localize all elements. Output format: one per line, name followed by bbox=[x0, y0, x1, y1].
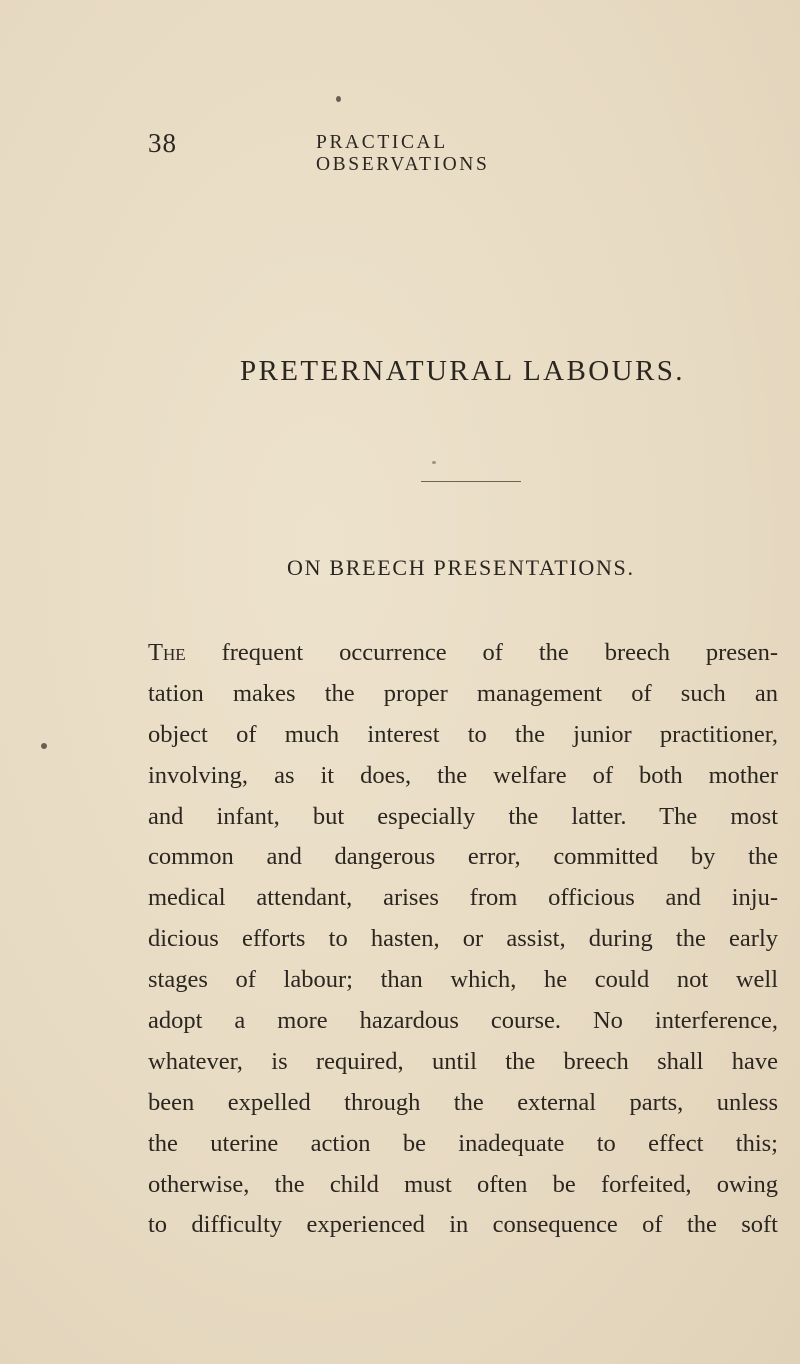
text-line: medical attendant, arises from officious and inju- bbox=[148, 884, 778, 912]
text-line: the uterine action be inadequate to effect this; bbox=[148, 1129, 778, 1157]
paper-speck bbox=[432, 461, 436, 464]
chapter-title: PRETERNATURAL LABOURS. bbox=[240, 355, 685, 387]
title-rule bbox=[421, 481, 521, 482]
text-line: dicious efforts to hasten, or assist, during the early bbox=[148, 925, 778, 953]
text-line: object of much interest to the junior practitioner, bbox=[148, 720, 778, 748]
text-line: whatever, is required, until the breech shall have bbox=[148, 1047, 778, 1075]
running-title: PRACTICAL OBSERVATIONS bbox=[316, 132, 490, 175]
text-line: been expelled through the external parts, unless bbox=[148, 1088, 778, 1116]
body-paragraph bbox=[148, 633, 778, 1246]
text-line: involving, as it does, the welfare of both mother bbox=[148, 761, 778, 789]
text-line: and infant, but especially the latter. The most bbox=[148, 802, 778, 830]
section-title: ON BREECH PRESENTATIONS. bbox=[287, 555, 635, 580]
paper-speck bbox=[41, 743, 47, 749]
text-line: common and dangerous error, committed by the bbox=[148, 843, 778, 871]
text-line: adopt a more hazardous course. No interference, bbox=[148, 1007, 778, 1035]
text-line bbox=[148, 633, 778, 674]
text-line: stages of labour; than which, he could not well bbox=[148, 966, 778, 994]
text-line-rest: frequent occurrence of the breech presen- bbox=[221, 639, 778, 666]
paper-speck bbox=[336, 96, 341, 102]
running-head bbox=[148, 128, 618, 175]
text-line: otherwise, the child must often be forfeited, owing bbox=[148, 1170, 778, 1198]
text-line: tation makes the proper management of such an bbox=[148, 679, 778, 707]
text-line: to difficulty experienced in consequence of the soft bbox=[148, 1211, 778, 1239]
page-number: 38 bbox=[148, 128, 177, 158]
drop-word: The bbox=[148, 639, 186, 666]
